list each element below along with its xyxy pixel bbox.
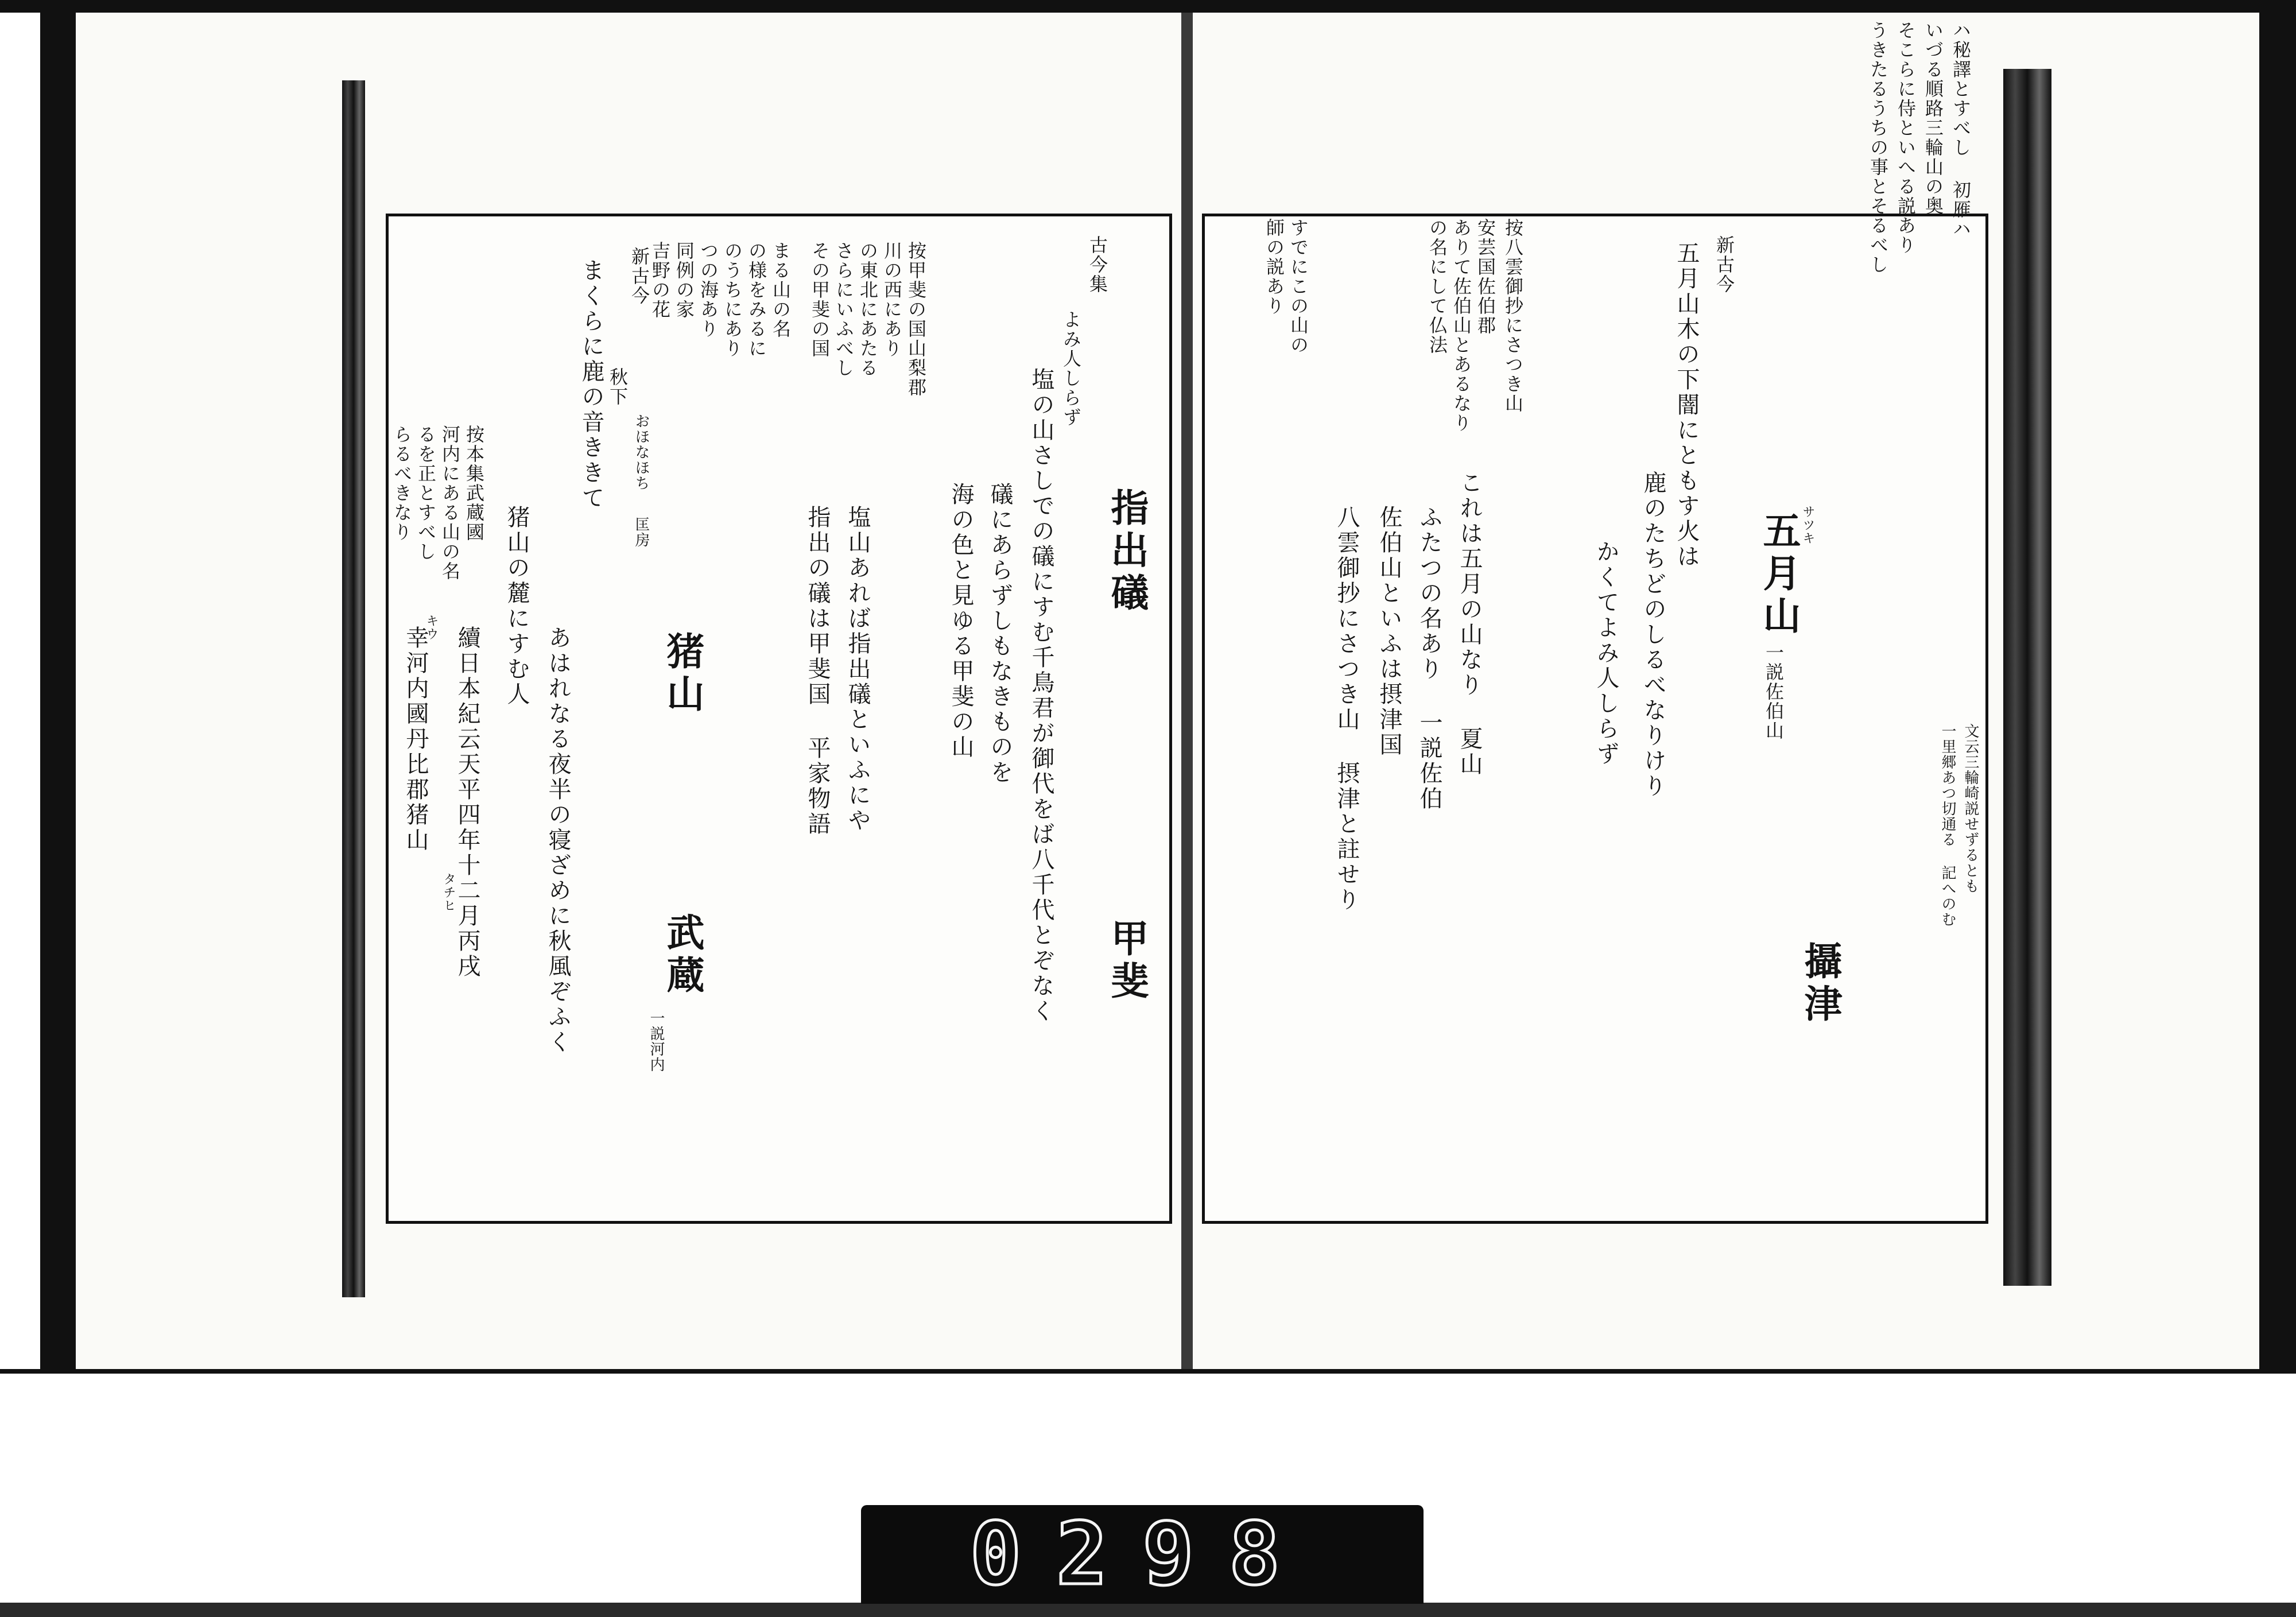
- left-poem-6: 指出の礒は甲斐国 平家物語: [804, 505, 831, 837]
- right-province-note-1: 文云三輪崎説せずるとも: [1962, 723, 1979, 894]
- top-film-edge: [0, 0, 2296, 13]
- left-commentary-13: 河内にある山の名: [439, 425, 461, 581]
- left-commentary-8: のうちにあり: [722, 241, 743, 358]
- left-author-label-5: おほなほち: [633, 413, 650, 491]
- right-poem-1: 五月山木の下闇にともす火は: [1673, 241, 1700, 569]
- left-second-heading: 猪山: [660, 631, 705, 716]
- right-commentary-6: 安芸国佐伯郡: [1475, 218, 1496, 335]
- film-frame-number: 0298: [969, 1504, 1315, 1604]
- left-author-label-4: 秋下: [607, 367, 629, 406]
- left-province: 甲斐: [1104, 918, 1149, 1003]
- right-main-heading-reading: サツキ: [1801, 505, 1815, 545]
- right-header-note-3: そこらに侍といへる説あり: [1895, 21, 1917, 255]
- left-commentary-12: 按本集武蔵國: [463, 425, 485, 542]
- left-film-edge: [40, 11, 76, 1372]
- right-commentary-3: ふたつの名あり 一説佐伯: [1416, 505, 1442, 812]
- right-header-note-4: うきたるうちの事とそるべし: [1867, 21, 1889, 274]
- left-poem-8: あはれなる夜半の寝ざめに秋風ぞふく: [545, 626, 571, 1055]
- left-poem-9: 猪山の麓にすむ人: [503, 505, 530, 707]
- right-main-heading-note: 一説佐伯山: [1763, 643, 1785, 740]
- left-commentary-5: その甲斐の国: [809, 241, 831, 358]
- left-reference-2: 幸河内國丹比郡猪山: [402, 626, 429, 853]
- right-commentary-10: 師の説あり: [1263, 218, 1285, 316]
- right-header-note-1: ハ秘譯とすべし 初雁ハ: [1950, 21, 1972, 239]
- left-second-heading-note-1: 武蔵: [660, 913, 705, 998]
- left-poem-3: 海の色と見ゆる甲斐の山: [948, 482, 974, 760]
- left-commentary-7: の様をみるに: [746, 241, 767, 358]
- right-commentary-5: 八雲御抄にさつき山 摂津と註せり: [1333, 505, 1360, 913]
- right-main-heading: 五月山: [1756, 511, 1801, 638]
- right-commentary-4: 佐伯山といふは摂津国: [1376, 505, 1402, 758]
- right-commentary-7: ありて佐伯山とあるなり: [1450, 218, 1472, 433]
- left-commentary-9: つの海あり: [697, 241, 719, 339]
- right-film-edge: [2259, 11, 2296, 1372]
- left-commentary-11: 吉野の花: [649, 241, 671, 319]
- left-poem-2: 礒にあらずしもなきものを: [987, 482, 1013, 785]
- left-poem-5: 塩山あれば指出礒といふにや: [844, 505, 871, 833]
- left-author-label-2: よみ人しらず: [1060, 310, 1082, 427]
- left-commentary-10: 同例の家: [673, 241, 695, 319]
- left-commentary-14: るを正とすべし: [415, 425, 437, 561]
- right-page-edge: [2003, 69, 2051, 1286]
- left-second-heading-note-2: 一説河内: [647, 1010, 665, 1072]
- right-province-note-2: 一里郷あつ切通る 記へのむ: [1939, 723, 1956, 927]
- left-commentary-2: 川の西にあり: [881, 241, 903, 358]
- right-province: 攝津: [1798, 941, 1843, 1026]
- right-author-label-1: 新古今: [1713, 235, 1735, 294]
- right-poem-2: 鹿のたちどのしるべなりけり: [1640, 471, 1666, 799]
- right-commentary-2: これは五月の山なり 夏山: [1456, 471, 1483, 777]
- left-main-heading: 指出礒: [1104, 488, 1149, 615]
- book-gutter: [1181, 13, 1193, 1369]
- right-poem-3: かくてよみ人しらず: [1593, 540, 1619, 767]
- right-header-note-2: いづる順路三輪山の奥: [1922, 21, 1944, 216]
- left-author-label-1: 古今集: [1087, 235, 1108, 294]
- left-commentary-4: さらにいふべし: [833, 241, 855, 378]
- left-reference-reading-2: キウ: [424, 614, 439, 641]
- film-frame-number-plate: [861, 1505, 1424, 1604]
- bottom-film-edge: [0, 1369, 2296, 1374]
- left-reference-1: 續日本紀云天平四年十二月丙戌: [454, 626, 480, 979]
- right-commentary-9: すでにこの山の: [1287, 218, 1309, 355]
- left-commentary-3: の東北にあたる: [857, 241, 879, 378]
- left-author-label-3: 新古今: [629, 247, 650, 305]
- right-commentary-1: 按八雲御抄にさつき山: [1502, 218, 1524, 413]
- left-commentary-6: まる山の名: [770, 241, 792, 339]
- right-commentary-8: の名にして仏法: [1426, 218, 1448, 355]
- left-page-edge: [342, 80, 365, 1297]
- left-author-label-6: 匡房: [633, 517, 650, 548]
- left-commentary-15: らるべきなり: [391, 425, 413, 542]
- left-poem-7: まくらに鹿の音ききて: [578, 258, 604, 511]
- left-reference-reading-1: タチヒ: [441, 873, 456, 912]
- bottom-film-strip: [0, 1603, 2296, 1617]
- left-poem-1: 塩の山さしでの礒にすむ千鳥君が御代をば八千代とぞなく: [1028, 367, 1054, 1024]
- left-commentary-1: 按甲斐の国山梨郡: [905, 241, 927, 397]
